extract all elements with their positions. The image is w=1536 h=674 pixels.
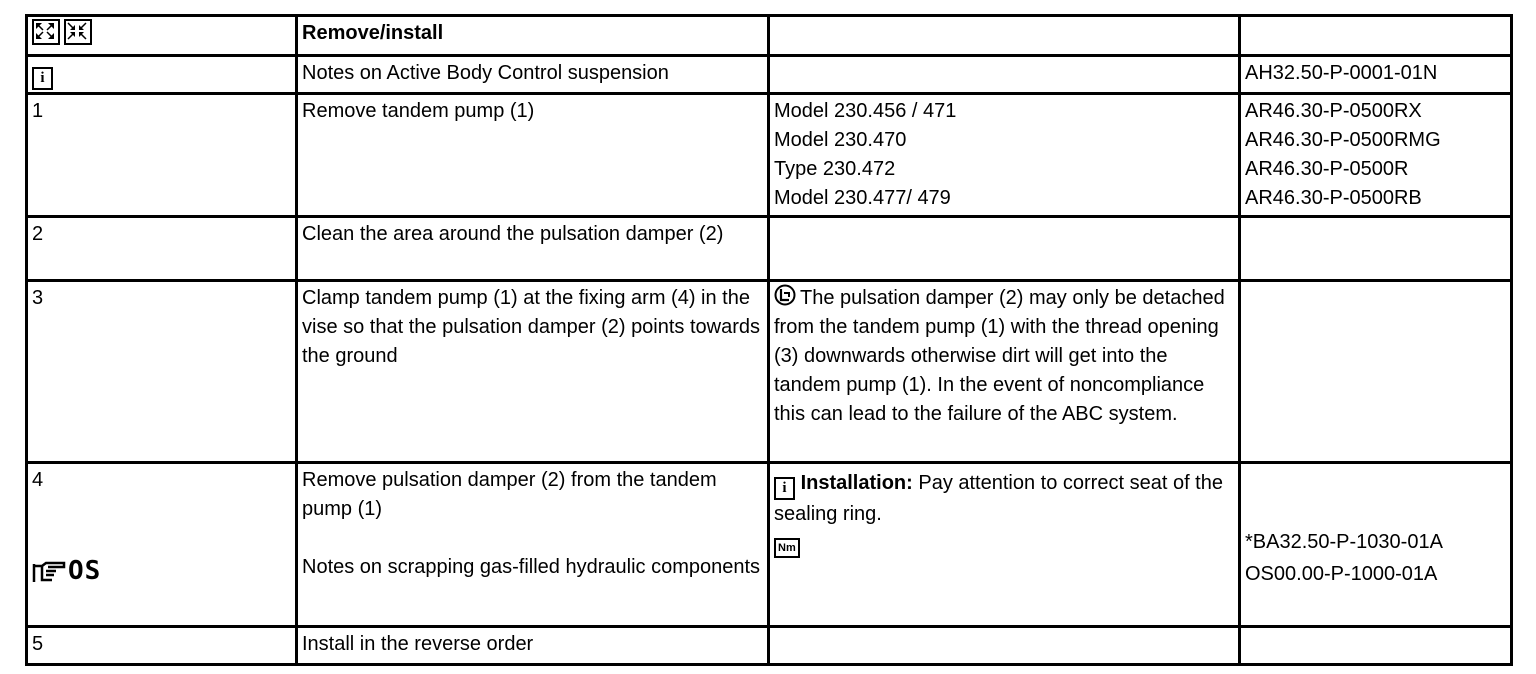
installation-label: Installation: (800, 472, 913, 494)
step-row-1 (27, 94, 1512, 217)
ref-list (1240, 94, 1512, 217)
os-label: OS (68, 556, 102, 586)
model-item: Model 230.470 (774, 129, 907, 151)
step-action: Clamp tandem pump (1) at the fixing arm (4) in the vise so that the pulsation damper (2) points towards the ground (297, 281, 769, 463)
header-empty-3 (769, 16, 1240, 56)
step-row-3 (27, 281, 1512, 463)
info-icon: i (774, 477, 795, 500)
info-text: Notes on Active Body Control suspension (297, 56, 769, 94)
step-number: 2 (27, 217, 297, 281)
torque-nm-icon: Nm (774, 538, 800, 558)
model-item: Model 230.477/ 479 (774, 187, 951, 209)
step-action: Install in the reverse order (297, 627, 769, 665)
expand-all-icon[interactable] (32, 19, 60, 45)
info-row (27, 56, 1512, 94)
header-row (27, 16, 1512, 56)
step-action: Remove tandem pump (1) (297, 94, 769, 217)
ref-link[interactable]: AR46.30-P-0500RMG (1245, 129, 1441, 151)
ref-link[interactable]: AR46.30-P-0500R (1245, 158, 1409, 180)
installation-note (769, 463, 1240, 627)
scrapping-ref-link[interactable]: OS00.00-P-1000-01A (1245, 563, 1438, 585)
step-number: 1 (27, 94, 297, 217)
step-row-5 (27, 627, 1512, 665)
pointing-hand-icon (32, 560, 66, 584)
step-number: 5 (27, 627, 297, 665)
warning-text: The pulsation damper (2) may only be detached from the tandem pump (1) with the thread opening (3) downwards otherwise dirt will get into the tandem pump (1). In the event of noncompliance this can lead to the failure of the ABC system. (774, 287, 1225, 425)
installation-text: Pay attention to correct seat of the sealing ring. (774, 472, 1223, 525)
step-action: Remove pulsation damper (2) from the tandem pump (1) (302, 469, 717, 520)
procedure-table (25, 14, 1513, 666)
scrapping-notes-marker (32, 557, 101, 586)
ref-link[interactable]: AR46.30-P-0500RB (1245, 187, 1422, 209)
environment-warning-icon (774, 284, 796, 306)
model-list (769, 94, 1240, 217)
info-ref-link[interactable]: AH32.50-P-0001-01N (1240, 56, 1512, 94)
step-number: 3 (27, 281, 297, 463)
header-empty-4 (1240, 16, 1512, 56)
step-row-4 (27, 463, 1512, 627)
step-row-2 (27, 217, 1512, 281)
model-item: Type 230.472 (774, 158, 896, 180)
ref-link[interactable]: AR46.30-P-0500RX (1245, 100, 1422, 122)
header-title: Remove/install (297, 16, 769, 56)
expand-collapse-cell (27, 16, 297, 56)
info-icon: i (32, 67, 53, 90)
collapse-all-icon[interactable] (64, 19, 92, 45)
step-number: 4 (32, 469, 44, 491)
warning-note (769, 281, 1240, 463)
scrapping-notes-text: Notes on scrapping gas-filled hydraulic components (302, 556, 761, 578)
model-item: Model 230.456 / 471 (774, 100, 957, 122)
torque-ref-link[interactable]: *BA32.50-P-1030-01A (1245, 531, 1443, 553)
step-action: Clean the area around the pulsation damper (2) (297, 217, 769, 281)
